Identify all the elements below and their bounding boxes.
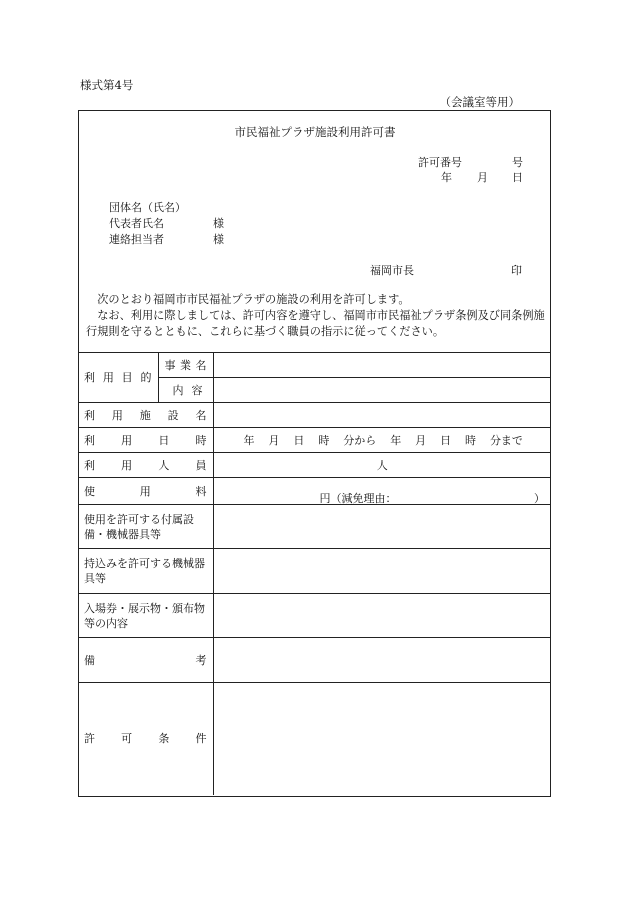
table-row xyxy=(78,353,551,378)
form-number: 様式第4号 xyxy=(80,78,134,92)
content-label: 内 容 xyxy=(158,378,213,403)
equipment-field[interactable] xyxy=(213,505,551,549)
organization-name-label: 団体名（氏名） xyxy=(109,201,186,214)
notice-text xyxy=(86,292,546,340)
table-row xyxy=(78,505,551,549)
equipment-label: 使用を許可する付属設備・機械器具等 xyxy=(78,505,213,549)
permit-conditions-field[interactable] xyxy=(213,683,551,795)
permit-date-year: 年 xyxy=(441,171,452,184)
purpose-label-text: 利 用 目 的 xyxy=(84,371,152,384)
table-row xyxy=(78,549,551,594)
table-row xyxy=(78,594,551,638)
usage-fee-label: 使 用 料 xyxy=(78,478,213,505)
notice-line-1: 次のとおり福岡市市民福祉プラザの施設の利用を許可します。 xyxy=(97,293,410,306)
representative-name-label: 代表者氏名 xyxy=(109,217,164,230)
document-title: 市民福祉プラザ施設利用許可書 xyxy=(234,125,396,139)
issuer-mayor: 福岡市長 xyxy=(370,264,414,277)
purpose-label xyxy=(78,353,158,403)
facility-name-field[interactable] xyxy=(213,403,551,428)
usage-fee-field[interactable]: 円（減免理由： ） xyxy=(213,478,551,505)
permit-date-day: 日 xyxy=(512,171,523,184)
tickets-exhibits-field[interactable] xyxy=(213,594,551,638)
permit-details-table xyxy=(78,352,551,795)
permit-conditions-label: 許 可 条 件 xyxy=(78,683,213,795)
attendee-count-label: 利 用 人 員 xyxy=(78,453,213,478)
contact-honorific: 様 xyxy=(213,233,224,246)
remarks-field[interactable] xyxy=(213,638,551,683)
permit-number-label: 許可番号 xyxy=(418,156,462,169)
table-row xyxy=(78,638,551,683)
representative-honorific: 様 xyxy=(213,217,224,230)
contact-person-label: 連絡担当者 xyxy=(109,233,164,246)
business-name-label: 事 業 名 xyxy=(158,353,213,378)
facility-name-label: 利 用 施 設 名 xyxy=(78,403,213,428)
attendee-count-field[interactable]: 人 xyxy=(213,453,551,478)
content-field[interactable] xyxy=(213,378,551,403)
table-row xyxy=(78,428,551,453)
business-name-field[interactable] xyxy=(213,353,551,378)
remarks-label: 備 考 xyxy=(78,638,213,683)
table-row xyxy=(78,683,551,795)
seal-mark: 印 xyxy=(511,264,522,277)
table-row xyxy=(78,478,551,505)
table-row xyxy=(78,453,551,478)
bring-in-equipment-label: 持込みを許可する機械器具等 xyxy=(78,549,213,594)
permit-date-month: 月 xyxy=(477,171,488,184)
permit-number-unit: 号 xyxy=(512,156,523,169)
table-row xyxy=(78,403,551,428)
notice-line-2: なお、利用に際しましては、許可内容を遵守し、福岡市市民福祉プラザ条例及び同条例施行規則を守るとともに、これらに基づく職員の指示に従ってください。 xyxy=(86,309,545,338)
bring-in-equipment-field[interactable] xyxy=(213,549,551,594)
room-type-label: （会議室等用） xyxy=(439,95,520,109)
usage-datetime-label: 利 用 日 時 xyxy=(78,428,213,453)
usage-datetime-field[interactable]: 年 月 日 時 分から 年 月 日 時 分まで xyxy=(213,428,551,453)
tickets-exhibits-label: 入場券・展示物・頒布物等の内容 xyxy=(78,594,213,638)
